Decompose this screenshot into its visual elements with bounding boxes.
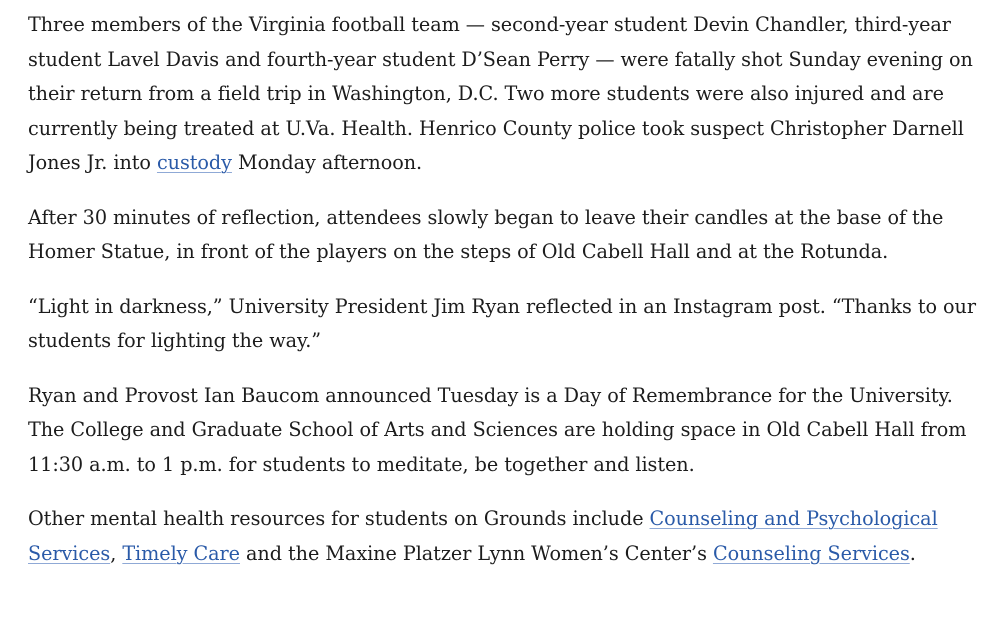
paragraph-quote: “Light in darkness,” University President Jim Ryan reflected in an Instagram post. “Thanks to our students for lighting the way.” bbox=[28, 294, 976, 352]
paragraph-text: Monday afternoon. bbox=[231, 151, 423, 174]
caps-link[interactable]: Counseling and Psychological Services bbox=[28, 507, 938, 565]
paragraph-text: Other mental health resources for students on Grounds include bbox=[28, 507, 650, 530]
custody-link[interactable]: custody bbox=[156, 151, 232, 174]
counseling-services-link[interactable]: Counseling Services bbox=[712, 541, 910, 565]
paragraph-reflection: After 30 minutes of reflection, attendees slowly began to leave their candles at the base of the Homer Statue, in front of the players on the steps of Old Cabell Hall and at the Rotunda. bbox=[28, 205, 944, 263]
paragraph-text: and the Maxine Platzer Lynn Women’s Center’s bbox=[239, 541, 713, 565]
timely-care-link[interactable]: Timely Care bbox=[122, 541, 240, 565]
paragraph-text: Three members of the Virginia football team — second-year student Devin Chandler, third-year student Lavel Davis and fourth-year student D’Sean Perry — were fatally shot Sunday evening on their return from a field trip in Washington, D.C. Two more students were also injured and are currently being treated at U.Va. Health. Henrico County police took suspect Christopher Darnell Jones Jr. into bbox=[28, 13, 973, 174]
paragraph-text: . bbox=[909, 541, 916, 565]
paragraph-shooting bbox=[28, 8, 978, 181]
paragraph-text: , bbox=[110, 541, 123, 565]
paragraph-remembrance: Ryan and Provost Ian Baucom announced Tuesday is a Day of Remembrance for the University. The College and Graduate School of Arts and Sciences are holding space in Old Cabell Hall from 11:30 a.m. to 1 p.m. for students to meditate, be together and listen. bbox=[28, 383, 967, 476]
paragraph-resources bbox=[28, 502, 978, 571]
